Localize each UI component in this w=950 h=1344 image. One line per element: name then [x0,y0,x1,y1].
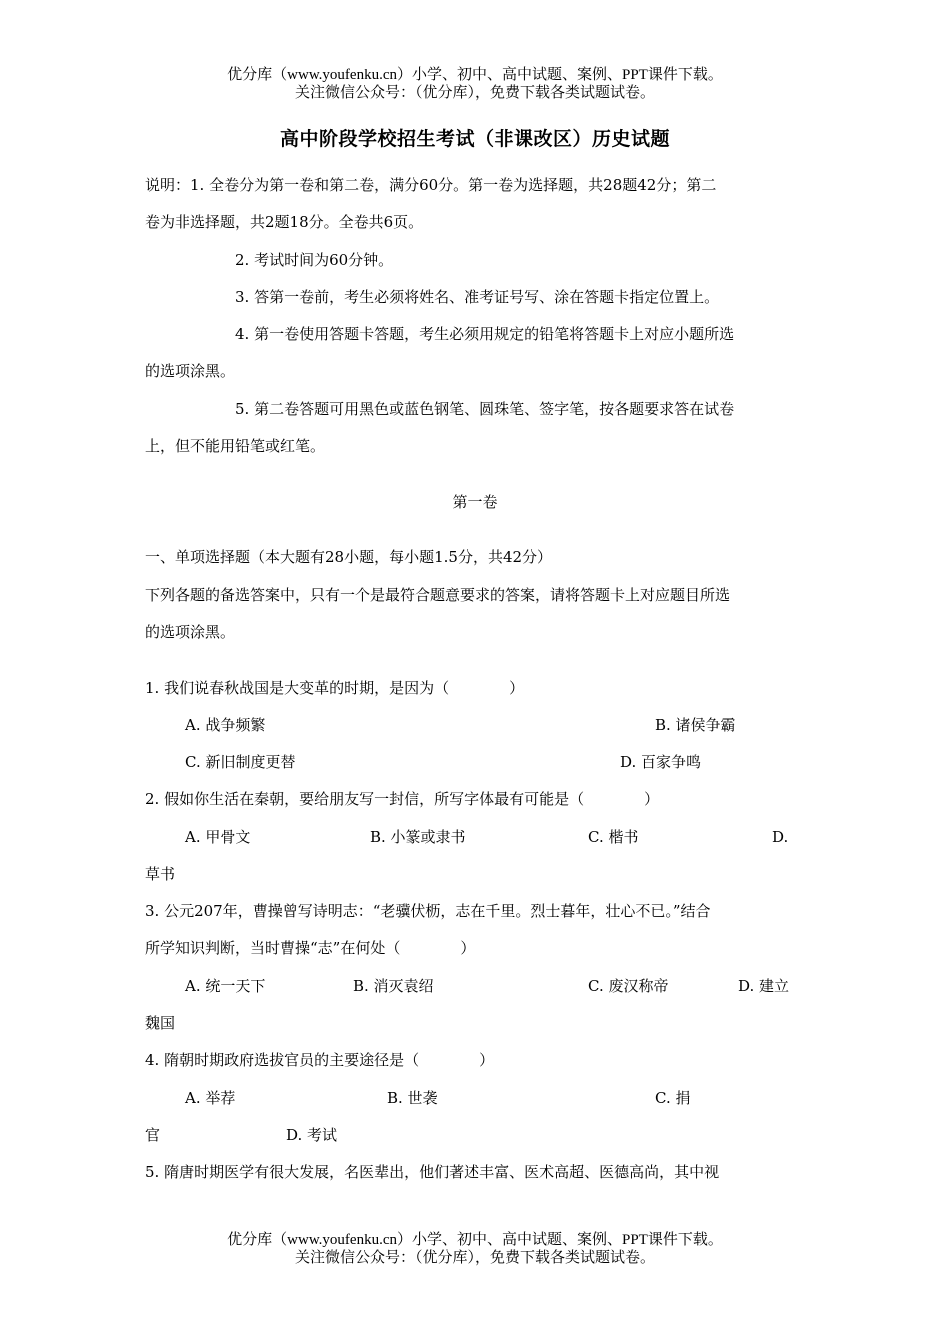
question-2-option-c: C. 楷书 [588,828,639,846]
question-1-stem: 1. 我们说春秋战国是大变革的时期，是因为（ ） [145,679,525,697]
question-3-stem-1: 3. 公元207年，曹操曾写诗明志：“老骥伏枥，志在千里。烈士暮年，壮心不已。”结合 [145,902,711,920]
part1-desc-a: 下列各题的备选答案中，只有一个是最符合题意要求的答案，请将答题卡上对应题目所选 [145,586,731,604]
question-1-option-a: A. 战争频繁 [185,716,266,734]
instruction-1b: 卷为非选择题，共2题18分。全卷共6页。 [145,213,424,231]
question-4-option-c-cont: 官 [145,1126,161,1144]
question-4-stem: 4. 隋朝时期政府选拔官员的主要途径是（ ） [145,1051,495,1069]
question-4-option-d: D. 考试 [286,1126,338,1144]
question-5-stem-1: 5. 隋唐时期医学有很大发展，名医辈出，他们著述丰富、医术高超、医德高尚，其中视 [145,1163,720,1181]
instruction-3: 3. 答第一卷前，考生必须将姓名、准考证号写、涂在答题卡指定位置上。 [235,288,720,306]
part1-desc-b: 的选项涂黑。 [145,623,236,641]
question-3-option-a: A. 统一天下 [185,977,266,995]
footer-line-2: 关注微信公众号：（优分库），免费下载各类试题试卷。 [294,1250,655,1266]
instruction-4b: 的选项涂黑。 [145,362,236,380]
section-title: 第一卷 [452,493,498,511]
question-2-option-b: B. 小篆或隶书 [370,828,466,846]
instruction-5b: 上，但不能用铅笔或红笔。 [145,437,326,455]
question-3-option-d-cont: 魏国 [145,1014,176,1032]
question-4-option-b: B. 世袭 [387,1089,438,1107]
header-line-1: 优分库（www.youfenku.cn）小学、初中、高中试题、案例、PPT课件下载。 [227,67,723,83]
instruction-5a: 5. 第二卷答题可用黑色或蓝色钢笔、圆珠笔、签字笔，按各题要求答在试卷 [235,400,735,418]
question-3-option-c: C. 废汉称帝 [588,977,669,995]
question-1-option-d: D. 百家争鸣 [620,753,702,771]
page-title: 高中阶段学校招生考试（非课改区）历史试题 [279,128,670,150]
header-line-2: 关注微信公众号：（优分库），免费下载各类试题试卷。 [294,85,655,101]
instruction-1a: 说明：1. 全卷分为第一卷和第二卷，满分60分。第一卷为选择题，共28题42分；第二 [145,176,717,194]
part1-heading: 一、单项选择题（本大题有28小题，每小题1.5分，共42分） [145,548,553,566]
question-2-option-d-text: 草书 [145,865,176,883]
instruction-2: 2. 考试时间为60分钟。 [235,251,394,269]
instruction-4a: 4. 第一卷使用答题卡答题，考生必须用规定的铅笔将答题卡上对应小题所选 [235,325,735,343]
question-4-option-a: A. 举荐 [185,1089,236,1107]
footer-line-1: 优分库（www.youfenku.cn）小学、初中、高中试题、案例、PPT课件下载。 [227,1232,723,1248]
question-2-option-a: A. 甲骨文 [185,828,251,846]
question-3-option-b: B. 消灭袁绍 [353,977,434,995]
question-3-option-d: D. 建立 [738,977,790,995]
question-3-stem-2: 所学知识判断，当时曹操“志”在何处（ ） [145,939,476,957]
question-2-option-d-label: D. [772,828,789,846]
question-1-option-b: B. 诸侯争霸 [655,716,736,734]
question-1-option-c: C. 新旧制度更替 [185,753,296,771]
question-4-option-c: C. 捐 [655,1089,691,1107]
question-2-stem: 2. 假如你生活在秦朝，要给朋友写一封信，所写字体最有可能是（ ） [145,790,660,808]
